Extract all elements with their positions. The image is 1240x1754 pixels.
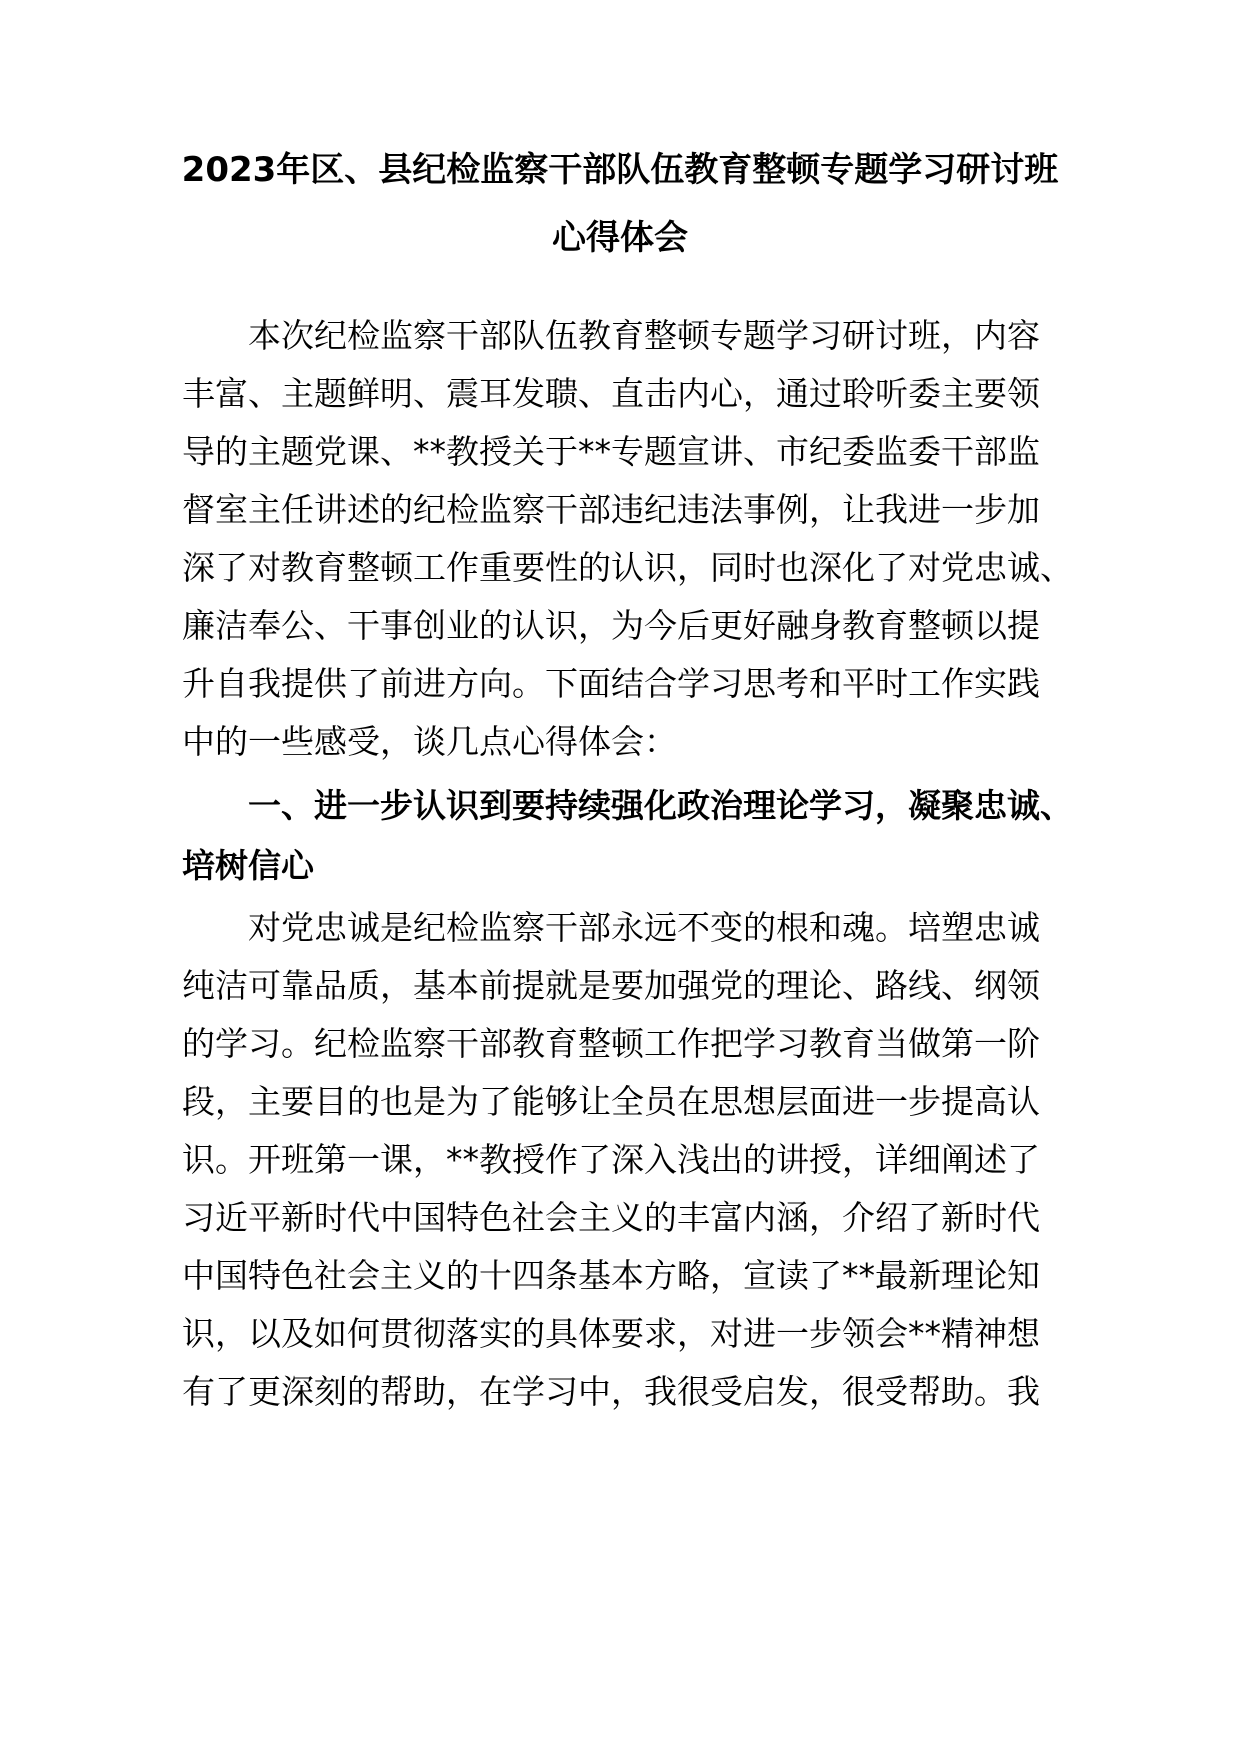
body-line: 纯洁可靠品质，基本前提就是要加强党的理论、路线、纲领 bbox=[182, 966, 1040, 1005]
body-line: 习近平新时代中国特色社会主义的丰富内涵，介绍了新时代 bbox=[182, 1198, 1040, 1237]
intro-line: 本次纪检监察干部队伍教育整顿专题学习研讨班，内容 bbox=[182, 316, 1040, 355]
document-title: 2023年区、县纪检监察干部队伍教育整顿专题学习研讨班 bbox=[181, 150, 1059, 190]
body-line: 中国特色社会主义的十四条基本方略，宣读了**最新理论知 bbox=[182, 1256, 1040, 1295]
intro-line: 丰富、主题鲜明、震耳发聩、直击内心，通过聆听委主要领 bbox=[182, 374, 1040, 413]
intro-line: 督室主任讲述的纪检监察干部违纪违法事例，让我进一步加 bbox=[182, 490, 1040, 529]
section-heading: 培树信心 bbox=[182, 846, 314, 885]
intro-line: 升自我提供了前进方向。下面结合学习思考和平时工作实践 bbox=[182, 664, 1040, 703]
document-subtitle: 心得体会 bbox=[552, 218, 688, 258]
body-line: 识。开班第一课，**教授作了深入浅出的讲授，详细阐述了 bbox=[182, 1140, 1040, 1179]
intro-line: 深了对教育整顿工作重要性的认识，同时也深化了对党忠诚、 bbox=[182, 548, 1073, 587]
intro-line: 中的一些感受，谈几点心得体会： bbox=[182, 722, 677, 761]
body-line: 有了更深刻的帮助，在学习中，我很受启发，很受帮助。我 bbox=[182, 1372, 1040, 1411]
intro-line: 廉洁奉公、干事创业的认识，为今后更好融身教育整顿以提 bbox=[182, 606, 1040, 645]
section-heading: 一、进一步认识到要持续强化政治理论学习，凝聚忠诚、 bbox=[182, 786, 1073, 825]
body-line: 识，以及如何贯彻落实的具体要求，对进一步领会**精神想 bbox=[182, 1314, 1040, 1353]
body-line: 对党忠诚是纪检监察干部永远不变的根和魂。培塑忠诚 bbox=[182, 908, 1040, 947]
body-line: 的学习。纪检监察干部教育整顿工作把学习教育当做第一阶 bbox=[182, 1024, 1040, 1063]
body-line: 段，主要目的也是为了能够让全员在思想层面进一步提高认 bbox=[182, 1082, 1040, 1121]
intro-line: 导的主题党课、**教授关于**专题宣讲、市纪委监委干部监 bbox=[182, 432, 1040, 471]
